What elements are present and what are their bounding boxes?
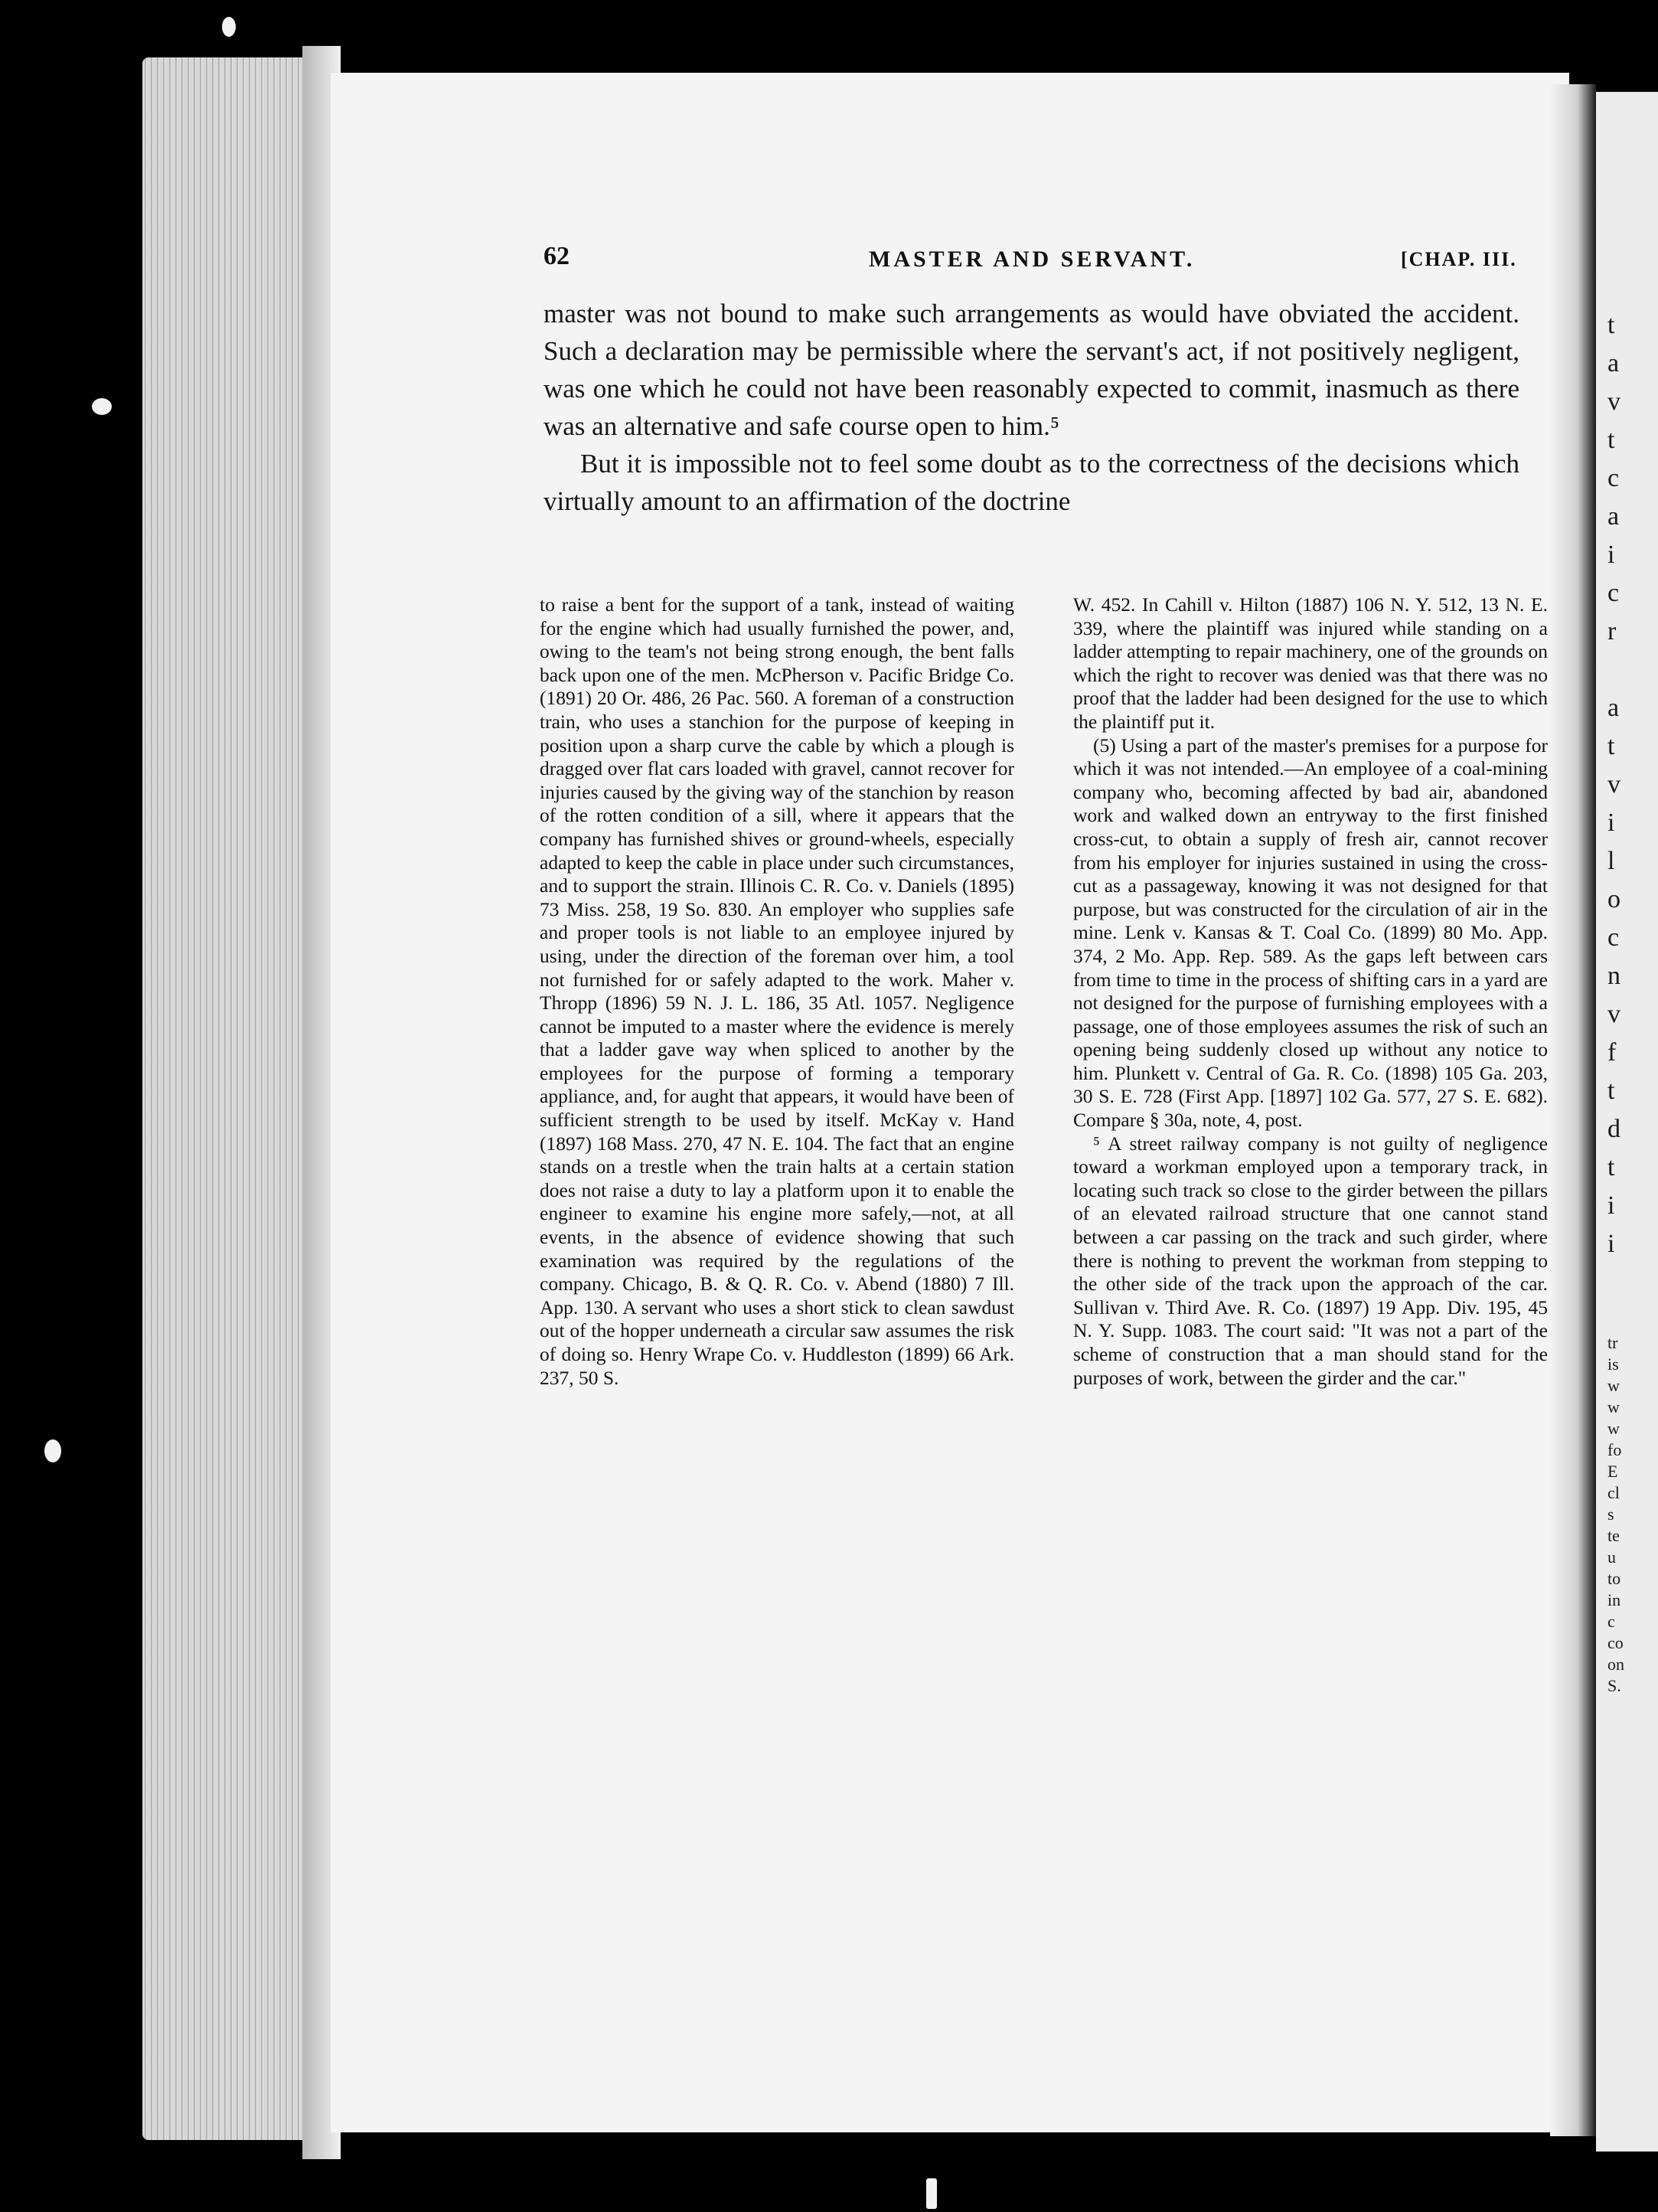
scan-speck	[926, 2178, 937, 2209]
fragment-line: d	[1607, 1115, 1620, 1143]
page-gutter	[1550, 84, 1596, 2136]
fragment-footnote-line: is	[1607, 1354, 1619, 1374]
fragment-footnote-line: s	[1607, 1505, 1614, 1524]
fragment-line: t	[1607, 1077, 1615, 1105]
footnote-text: W. 452. In Cahill v. Hilton (1887) 106 N. Y. 512, 13 N. E. 339, where the plaintiff was injured while standing on a ladder attempting to repair machinery, one of the grounds on which the right to recover was denied was that there was no proof that the ladder had been designed for the use to which the plaintiff put it.	[1073, 593, 1548, 733]
running-head-chapter: [CHAP. III.	[1401, 248, 1517, 270]
fragment-line: t	[1607, 426, 1615, 454]
fragment-footnote-line: u	[1607, 1547, 1616, 1567]
fragment-footnote-line: S.	[1607, 1676, 1621, 1695]
fragment-line: a	[1607, 349, 1620, 377]
footnote-column-right	[1073, 593, 1548, 1390]
fragment-footnote-line: tr	[1607, 1333, 1618, 1352]
page-number: 62	[543, 242, 570, 270]
body-paragraph: master was not bound to make such arrangements as would have obviated the accident. Such a declaration may be permissible where the servant's act, if not positively negligent, was one which he could not have been reasonably expected to commit, inasmuch as there was an alternative and safe course open to him.⁵	[543, 299, 1519, 441]
fragment-footnote-line: cl	[1607, 1483, 1620, 1502]
fragment-line: c	[1607, 579, 1620, 607]
fragment-line: t	[1607, 732, 1615, 760]
fragment-line: t	[1607, 311, 1615, 339]
fragment-footnote-line: in	[1607, 1590, 1621, 1609]
fragment-line: i	[1607, 1191, 1615, 1220]
fragment-line: c	[1607, 923, 1620, 952]
fragment-line: n	[1607, 962, 1620, 990]
fragment-line: a	[1607, 694, 1620, 722]
fragment-line: i	[1607, 1230, 1615, 1258]
fragment-line: v	[1607, 1000, 1620, 1028]
fragment-line: v	[1607, 770, 1620, 799]
fragment-line: i	[1607, 809, 1615, 837]
footnote-5-text: ⁵ A street railway company is not guilty of negligence toward a workman employed upon a temporary track, in locating such track so close to the girder between the pillars of an elevated railroad structure that one cannot stand between a car passing on the track and such girder, where there is nothing to prevent the workman from stepping to the other side of the track upon the approach of the car. Sullivan v. Third Ave. R. Co. (1897) 19 App. Div. 195, 45 N. Y. Supp. 1083. The court said: "It was not a part of the scheme of construction that a man should stand for the purposes of work, between the girder and the car."	[1073, 1132, 1548, 1389]
scan-speck	[44, 1439, 61, 1462]
footnote-section-text: (5) Using a part of the master's premises for a purpose for which it was not intended.—An employee of a coal-mining company who, becoming affected by bad air, abandoned work and walked down an entryway to the first finished cross-cut, to obtain a supply of fresh air, cannot recover from his employer for injuries sustained in using the cross-cut as a passageway, knowing it was not designed for that purpose, but was constructed for the circulation of air in the mine. Lenk v. Kansas & T. Coal Co. (1899) 80 Mo. App. 374, 2 Mo. App. Rep. 589. As the gaps left between cars from time to time in the process of shifting cars in a yard are not designed for the purpose of furnishing employees with a passage, one of those employees assumes the risk of such an opening being suddenly closed up without any notice to him. Plunkett v. Central of Ga. R. Co. (1898) 105 Ga. 203, 30 S. E. 728 (First App. [1897] 102 Ga. 577, 27 S. E. 682). Compare § 30a, note, 4, post.	[1073, 734, 1548, 1132]
fragment-line: t	[1607, 1153, 1615, 1181]
fragment-footnote-line: co	[1607, 1633, 1624, 1652]
running-head-title: MASTER AND SERVANT.	[869, 247, 1196, 272]
fragment-footnote-line: w	[1607, 1397, 1620, 1416]
fragment-footnote-line: c	[1607, 1612, 1615, 1631]
next-page-text-fragment	[1607, 306, 1658, 1697]
main-body-text	[543, 295, 1519, 520]
fragment-footnote-line: te	[1607, 1526, 1620, 1545]
fragment-footnote-line: on	[1607, 1655, 1624, 1674]
fragment-line: o	[1607, 885, 1620, 913]
fragment-line: r	[1607, 617, 1617, 645]
scan-speck	[92, 398, 112, 415]
fragment-footnote-line: w	[1607, 1419, 1620, 1438]
scan-speck	[222, 17, 236, 37]
fragment-footnote-line: w	[1607, 1376, 1620, 1395]
footnote-text: to raise a bent for the support of a tank, instead of waiting for the engine which had usually furnished the power, and, owing to the team's not being strong enough, the bent falls back upon one of the men. McPherson v. Pacific Bridge Co. (1891) 20 Or. 486, 26 Pac. 560. A foreman of a construction train, who uses a stanchion for the purpose of keeping in position upon a sharp curve the cable by which a plough is dragged over flat cars loaded with gravel, cannot recover for injuries caused by the giving way of the stanchion by reason of the rotten condition of a sill, where it appears that the company has furnished shives or ground-wheels, especially adapted to keep the cable in place under such circumstances, and to support the strain. Illinois C. R. Co. v. Daniels (1895) 73 Miss. 258, 19 So. 830. An employer who supplies safe and proper tools is not liable to an employee injured by using, under the direction of the foreman over him, a tool not furnished for or safely adapted to the work. Maher v. Thropp (1896) 59 N. J. L. 186, 35 Atl. 1057. Negligence cannot be imputed to a master where the evidence is merely that a ladder gave way when spliced to another by the employees for the purpose of forming a temporary appliance, and, for aught that appears, it would have been of sufficient strength to be used by itself. McKay v. Hand (1897) 168 Mass. 270, 47 N. E. 104. The fact that an engine stands on a trestle when the train halts at a certain station does not raise a duty to lay a platform upon it to enable the engineer to examine his engine more safely,—not, at all events, in the absence of evidence showing that such examination was required by the regulations of the company. Chicago, B. & Q. R. Co. v. Abend (1880) 7 Ill. App. 130. A servant who uses a short stick to clean sawdust out of the hopper underneath a circular saw assumes the risk of doing so. Henry Wrape Co. v. Huddleston (1899) 66 Ark. 237, 50 S.	[540, 593, 1014, 1389]
fragment-line: c	[1607, 464, 1620, 492]
fragment-line: l	[1607, 847, 1615, 875]
fragment-footnote-line: E	[1607, 1462, 1618, 1481]
fragment-line: a	[1607, 502, 1620, 531]
body-paragraph: But it is impossible not to feel some doubt as to the correctness of the decisions which virtually amount to an affirmation of the doctrine	[543, 449, 1519, 516]
fragment-line: f	[1607, 1038, 1617, 1067]
fragment-footnote-line: fo	[1607, 1440, 1622, 1459]
fragment-gap	[1607, 1263, 1658, 1332]
footnote-column-left	[540, 593, 1014, 1390]
fragment-line: i	[1607, 541, 1615, 569]
fragment-line: v	[1607, 387, 1620, 416]
fragment-footnote-line: to	[1607, 1569, 1621, 1588]
fragment-line	[1607, 651, 1658, 689]
